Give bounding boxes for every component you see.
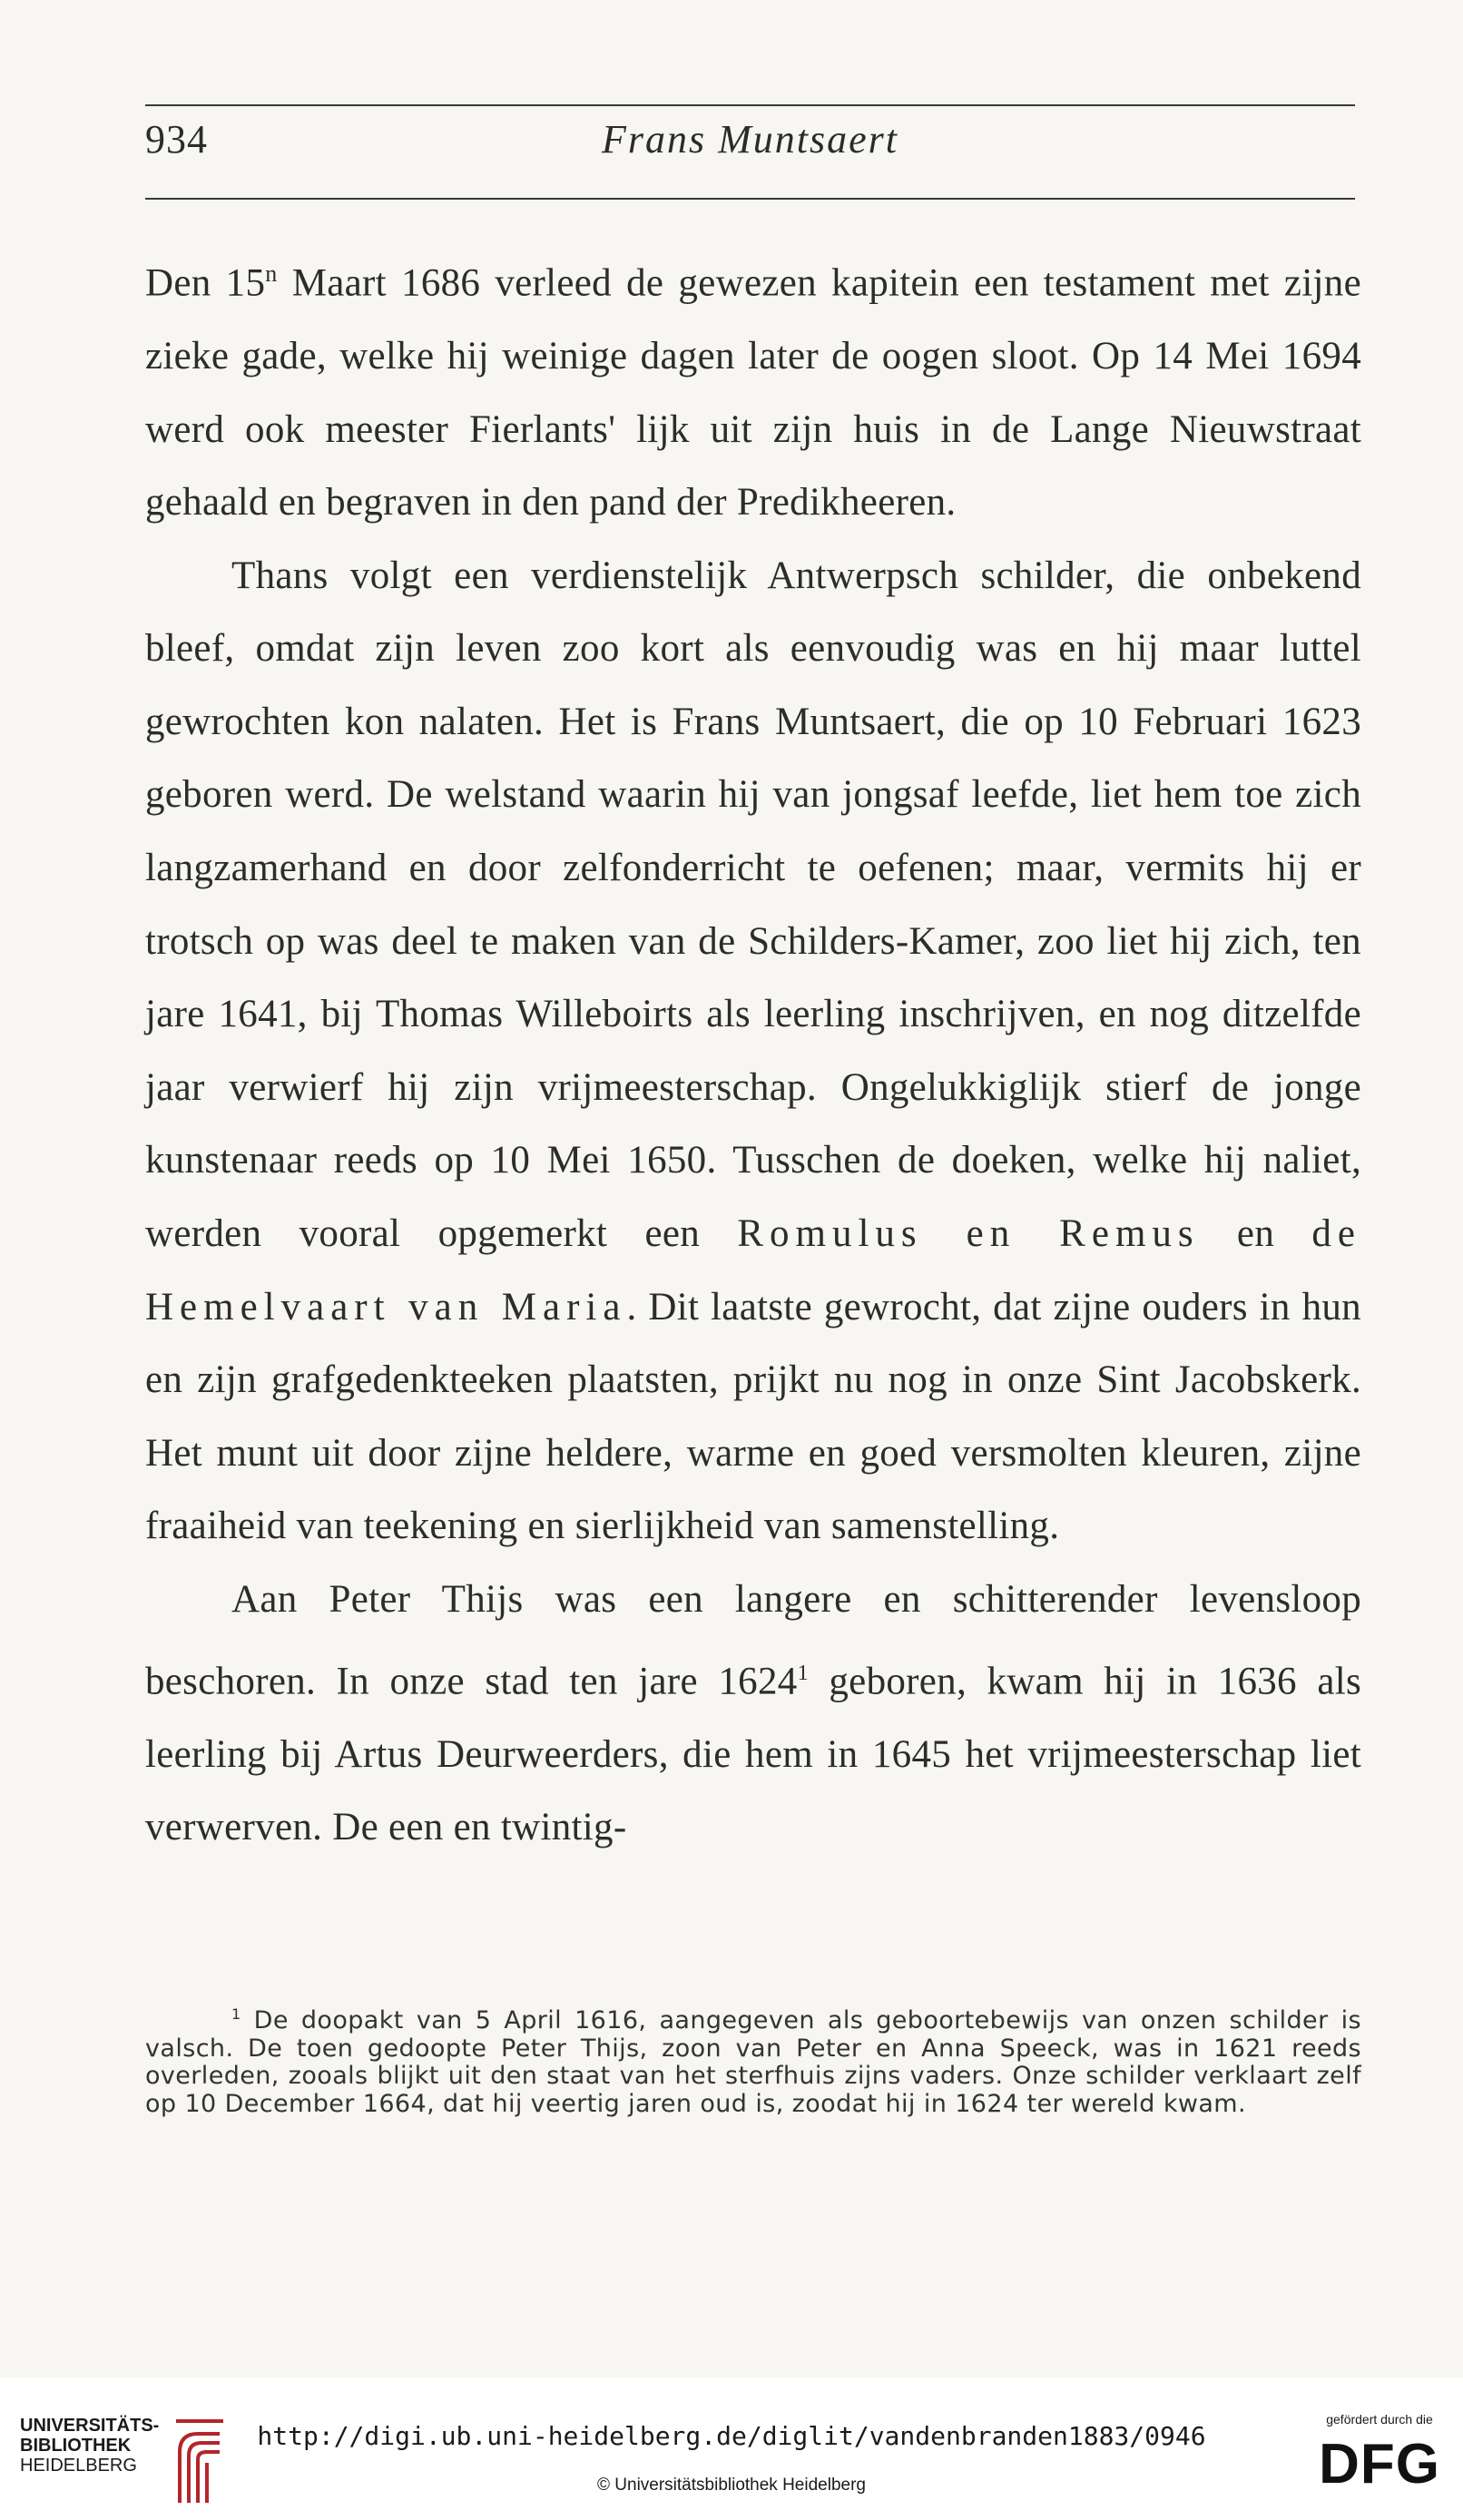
sponsor-label: gefördert durch die [1326, 2412, 1433, 2427]
paragraph-1-start: Den 15 [145, 261, 266, 305]
artwork-title-romulus: Romulus en Remus [737, 1212, 1200, 1256]
dfg-logo: DFG [1319, 2433, 1440, 2495]
library-name-line1: UNIVERSITÄTS- [20, 2416, 160, 2436]
paragraph-2-conjunction: en [1199, 1212, 1312, 1256]
library-name-line3: HEIDELBERG [20, 2456, 137, 2476]
paragraph-2-start: Thans volgt een verdienstelijk Antwerpsch schilder, die onbekend bleef, omdat zijn leven zoo kort als eenvoudig was en hij maar luttel gewrochten kon nalaten. Het is Frans Muntsaert, die op 10 Februari 1623 geboren werd. De welstand waarin hij van jongsaf leefde, liet hem toe zich langzamerhand en door zelfonderricht te oefenen; maar, vermits hij er trotsch op was deel te maken van de Schilders-Kamer, zoo liet hij zich, ten jare 1641, bij Thomas Willeboirts als leerling inschrijven, en nog ditzelfde jaar verwierf hij zijn vrijmeesterschap. Ongelukkiglijk stierf de jonge kunstenaar reeds op 10 Mei 1650. Tusschen de doeken, welke hij naliet, werden vooral opgemerkt een [145, 554, 1361, 1256]
copyright-notice: © Universitätsbibliothek Heidelberg [597, 2476, 866, 2495]
paragraph-2-rest: . Dit laatste gewrocht, dat zijne ouders in hun en zijn grafgedenkteeken plaatsten, prijkt nu nog in onze Sint Jacobskerk. Het munt uit door zijne heldere, warme en goed versmolten kleuren, zijne fraaiheid van teekening en sierlijkheid van samenstelling. [145, 1285, 1361, 1548]
paragraph-3-rest: geboren, kwam hij in 1636 als leerling bij Artus Deurweerders, die hem in 1645 het vrijmeesterschap liet verwerven. De een en twintig- [145, 1659, 1362, 1849]
paragraph-3-start: Aan Peter Thijs was een langere en schitterender levensloop beschoren. In onze stad ten jare 1624 [145, 1578, 1361, 1702]
page-header [145, 116, 1355, 180]
digitization-footer [0, 2378, 1463, 2520]
header-rule-top [145, 104, 1355, 106]
paragraph-2 [145, 540, 1361, 1564]
running-title: Frans Muntsaert [602, 117, 898, 162]
footnote-reference: 1 [797, 1661, 809, 1685]
sponsor-block [1307, 2412, 1452, 2512]
footnote-1 [145, 2001, 1361, 2118]
page-number: 934 [145, 117, 208, 162]
footnote-mark: 1 [231, 2005, 241, 2023]
footnotes [145, 2001, 1361, 2118]
paragraph-1-rest: Maart 1686 verleed de gewezen kapitein een testament met zijne zieke gade, welke hij weinige dagen later de oogen sloot. Op 14 Mei 1694 werd ook meester Fierlants' lijk uit zijn huis in de Lange Nieuwstraat gehaald en begraven in den pand der Predikheeren. [145, 261, 1361, 525]
artwork-title-hemelvaart: de Hemelvaart van Maria [145, 1212, 1361, 1329]
paragraph-1 [145, 238, 1361, 540]
footnote-text: De doopakt van 5 April 1616, aangegeven als geboortebewijs van onzen schilder is valsch. De toen gedoopte Peter Thijs, zoon van Peter en Anna Speeck, was in 1621 reeds overleden, zooals blijkt uit den staat van het sterfhuis zijns vaders. Onze schilder verklaart zelf op 10 December 1664, dat hij veertig jaren oud is, zoodat hij in 1624 ter wereld kwam. [145, 2006, 1361, 2118]
paragraph-3 [145, 1564, 1361, 1865]
header-rule-bottom [145, 198, 1355, 200]
body-text [145, 238, 1361, 1865]
ordinal-superscript: n [265, 260, 278, 287]
permalink-url[interactable]: http://digi.ub.uni-heidelberg.de/diglit/vandenbranden1883/0946 [257, 2421, 1206, 2451]
library-name-line2: BIBLIOTHEK [20, 2436, 132, 2456]
